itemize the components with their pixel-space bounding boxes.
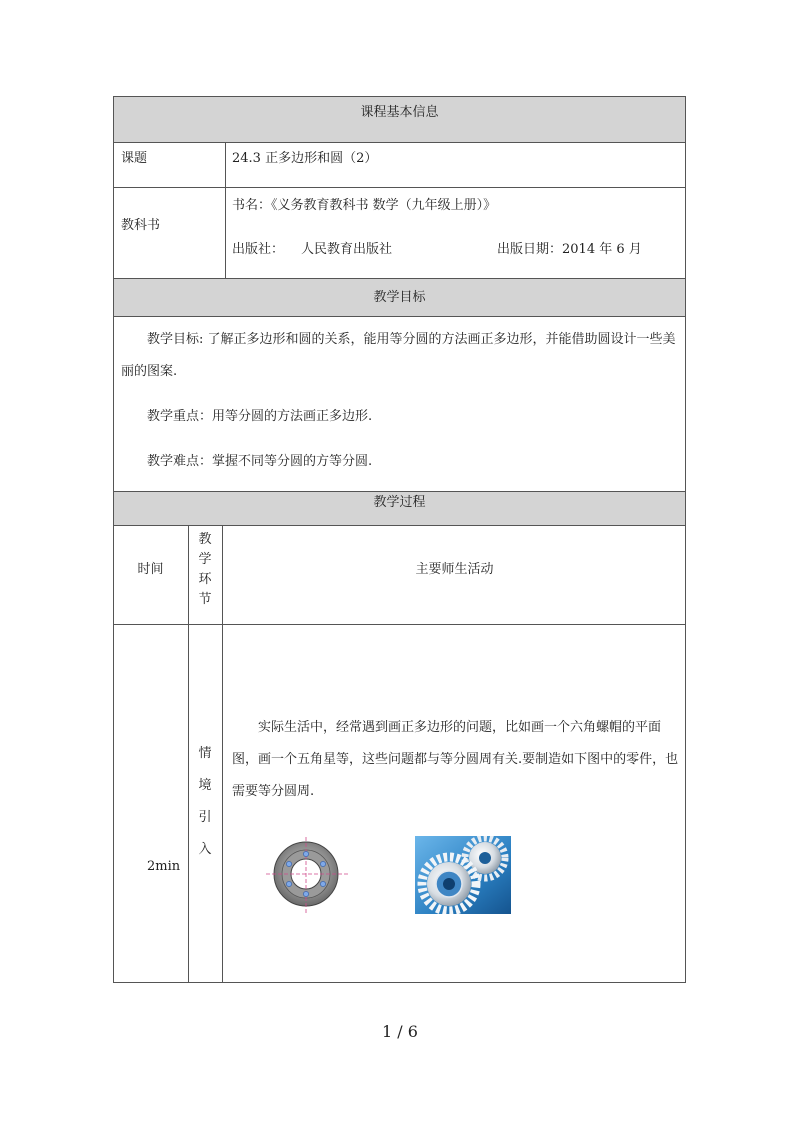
teaching-goal: 教学目标: 了解正多边形和圆的关系，能用等分圆的方法画正多边形，并能借助圆设计一些美丽的图案. [121,332,676,379]
goals-header: 教学目标 [373,290,426,305]
process-header: 教学过程 [373,495,426,510]
textbook-name: 书名：《义务教育教科书 数学（九年级上册）》 [232,198,497,213]
publish-date: 出版日期：2014 年 6 月 [497,242,642,257]
page-number: 1 / 6 [382,1022,418,1041]
course-label: 课题 [121,151,148,166]
row-time: 2min [147,859,181,874]
textbook-label: 教科书 [121,218,161,233]
row-content: 实际生活中，经常遇到画正多边形的问题，比如画一个六角螺帽的平面图，画一个五角星等，这些问题都与等分圆周有关.要制造如下图中的零件，也需要等分圆周. [232,720,679,799]
teaching-key-point: 教学重点：用等分圆的方法画正多边形. [147,409,373,424]
publisher-name: 人民教育出版社 [301,242,393,257]
col-stage-header: 教学环节 [198,532,212,607]
teaching-difficulty: 教学难点：掌握不同等分圆的方等分圆. [147,454,373,469]
bearing-diagram [264,837,354,915]
gears-photo [415,836,511,914]
publisher-label: 出版社： [232,242,285,257]
col-time-header: 时间 [137,562,164,577]
row-stage: 情境引入 [198,746,212,857]
course-title: 24.3 正多边形和圆（2） [232,151,378,166]
basic-info-header: 课程基本信息 [360,105,439,120]
col-activity-header: 主要师生活动 [415,562,494,577]
